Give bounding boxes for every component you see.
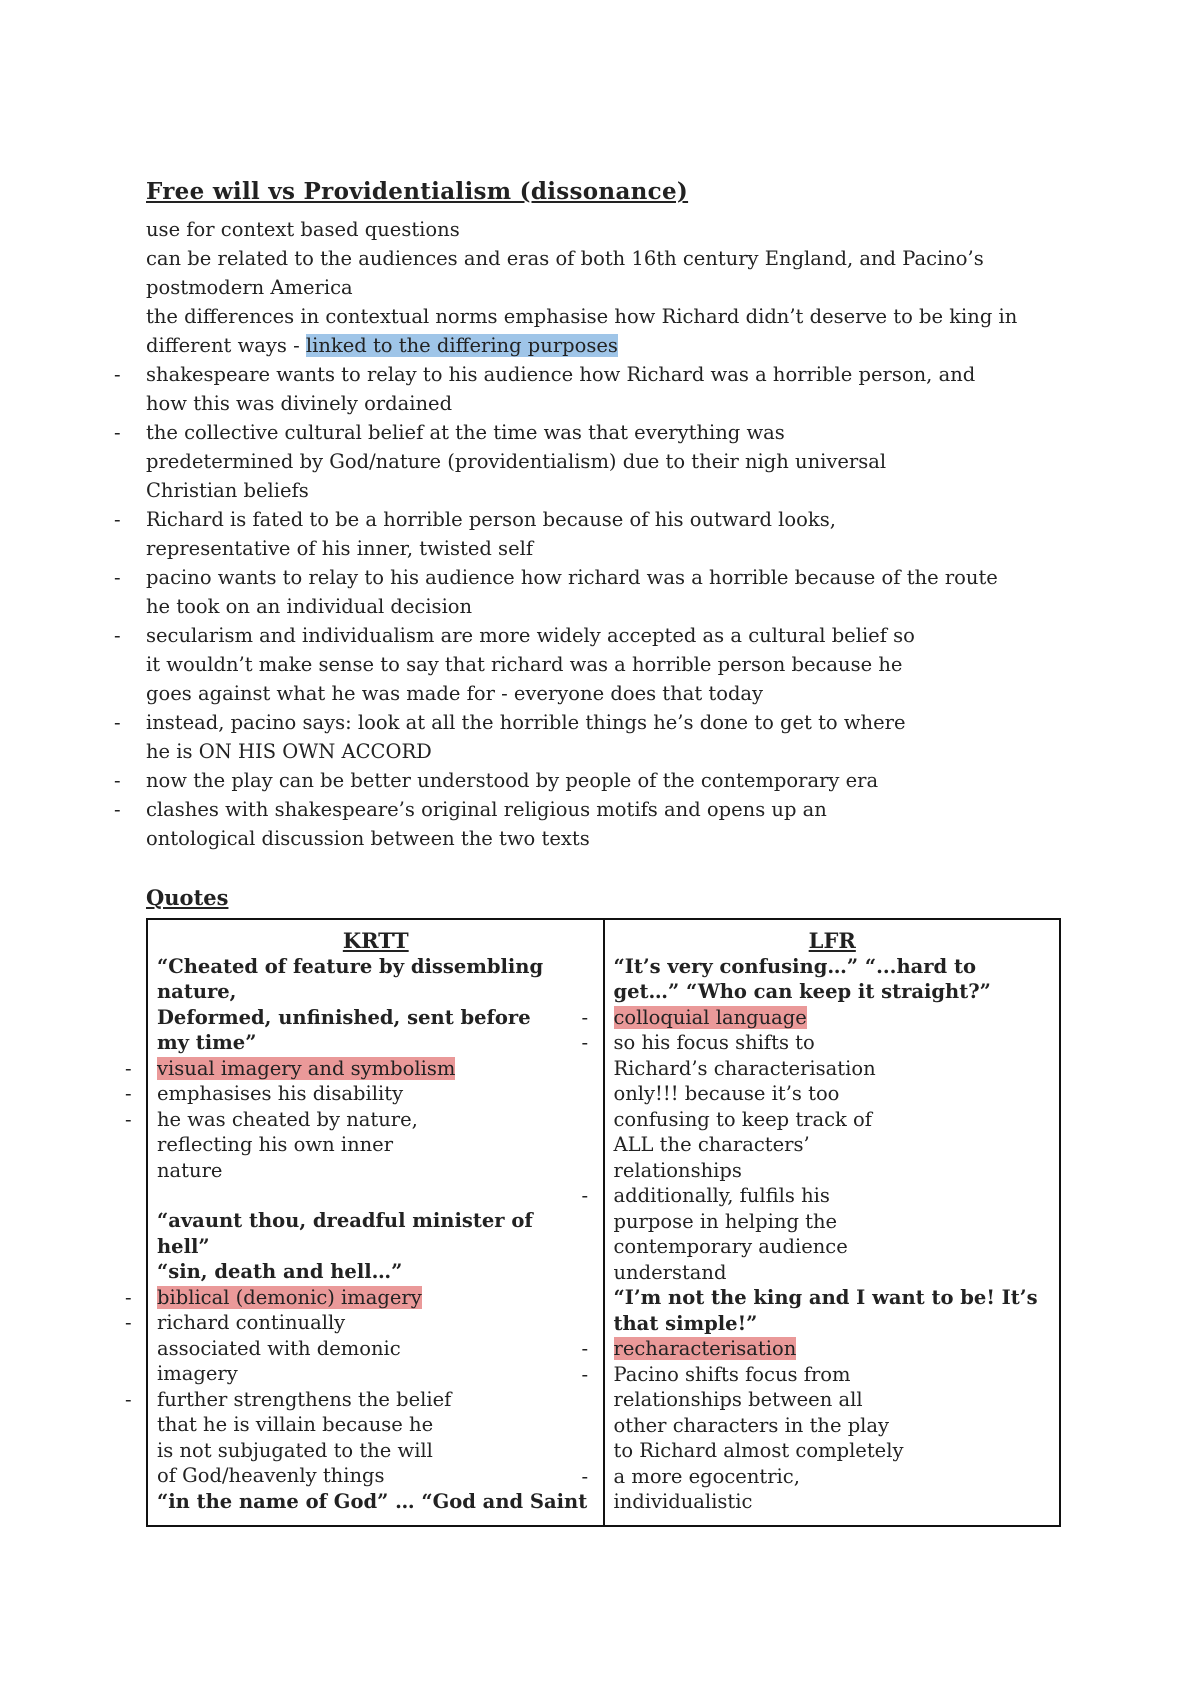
bullet-line: - pacino wants to relay to his audience how richard was a horrible because of the route xyxy=(146,566,998,589)
bullet-list xyxy=(146,563,1066,621)
bullet-pacino xyxy=(146,563,1066,621)
sub-bullet xyxy=(146,766,1066,795)
analysis-line: reflecting his own inner xyxy=(157,1133,394,1156)
quote-line: “Cheated of feature by dissembling xyxy=(157,954,544,978)
quote-line: hell” xyxy=(157,1234,210,1258)
krtt-heading: KRTT xyxy=(342,928,409,953)
analysis-line: understand xyxy=(613,1260,727,1284)
analysis-line: Richard’s characterisation xyxy=(613,1056,876,1080)
sub-bullet-line: predetermined by God/nature (providentialism) due to their nigh universal xyxy=(146,450,887,473)
analysis-line: purpose in helping the xyxy=(613,1209,838,1233)
analysis-line: imagery xyxy=(157,1362,238,1385)
sub-bullet-line: ontological discussion between the two texts xyxy=(146,827,590,850)
quote-line: Deformed, unfinished, sent before xyxy=(157,1005,531,1029)
quote-line: get…” “Who can keep it straight?” xyxy=(613,980,991,1003)
analysis-item xyxy=(614,1464,1052,1515)
sub-bullet-line: - clashes with shakespeare’s original religious motifs and opens up an xyxy=(146,798,827,821)
sub-bullet-line: - secularism and individualism are more widely accepted as a cultural belief so xyxy=(146,624,915,647)
bullet-shakespeare xyxy=(146,360,1066,418)
analysis-item xyxy=(157,1081,595,1107)
technique-item xyxy=(614,1336,1052,1362)
quote-line: that simple!” xyxy=(613,1311,758,1335)
intro-plain-text: different ways - xyxy=(146,334,306,357)
intro-line: use for context based questions xyxy=(146,218,460,241)
analysis-item xyxy=(157,1310,595,1387)
technique-highlight: biblical (demonic) imagery xyxy=(157,1285,422,1309)
quotes-table xyxy=(146,918,1061,1527)
analysis-line: relationships between all xyxy=(613,1388,863,1411)
quote-line: “avaunt thou, dreadful minister of xyxy=(157,1209,533,1232)
bullet-list xyxy=(146,360,1066,418)
analysis-line: other characters in the play xyxy=(613,1413,890,1437)
analysis-line: of God/heavenly things xyxy=(157,1464,385,1487)
intro-line: the differences in contextual norms emphasise how Richard didn’t deserve to be king in xyxy=(146,305,1018,328)
spacer xyxy=(157,1183,595,1208)
analysis-list xyxy=(614,1030,1052,1285)
sub-bullet-line: representative of his inner, twisted self xyxy=(146,537,534,560)
intro-line: can be related to the audiences and eras of both 16th century England, and Pacino’s xyxy=(146,247,984,270)
analysis-line: individualistic xyxy=(613,1490,753,1513)
technique-highlight: visual imagery and symbolism xyxy=(157,1056,456,1080)
technique-list xyxy=(157,1285,595,1311)
table-row xyxy=(147,919,1060,1526)
analysis-item xyxy=(157,1107,595,1184)
sub-bullet-line: Christian beliefs xyxy=(146,479,309,502)
highlight-purposes: linked to the differing purposes xyxy=(305,334,618,357)
quote-line: my time” xyxy=(157,1031,257,1054)
analysis-line: ALL the characters’ xyxy=(613,1133,810,1156)
document-page xyxy=(146,178,1066,1527)
analysis-item xyxy=(614,1362,1052,1464)
bullet-line: - shakespeare wants to relay to his audience how Richard was a horrible person, and xyxy=(146,363,976,386)
page-title: Free will vs Providentialism (dissonance) xyxy=(146,178,689,205)
lfr-column xyxy=(604,919,1061,1526)
technique-list xyxy=(614,1336,1052,1362)
lfr-heading: LFR xyxy=(808,928,856,953)
analysis-line: confusing to keep track of xyxy=(613,1107,873,1131)
sub-bullet xyxy=(146,621,1066,708)
notes-body xyxy=(146,215,1066,853)
sub-bullet xyxy=(146,505,1066,563)
technique-list xyxy=(614,1005,1052,1031)
analysis-line: - he was cheated by nature, xyxy=(157,1107,418,1131)
analysis-line: - Pacino shifts focus from xyxy=(613,1362,851,1386)
analysis-list xyxy=(157,1310,595,1489)
analysis-line: - further strengthens the belief xyxy=(157,1387,452,1411)
analysis-item xyxy=(614,1030,1052,1183)
sub-bullet xyxy=(146,708,1066,766)
technique-item xyxy=(614,1005,1052,1031)
analysis-item xyxy=(614,1183,1052,1285)
sub-bullet-line: - now the play can be better understood by people of the contemporary era xyxy=(146,769,879,792)
technique-list xyxy=(157,1056,595,1082)
sub-bullet-line: - instead, pacino says: look at all the horrible things he’s done to get to where xyxy=(146,711,906,734)
quote-line: “sin, death and hell…” xyxy=(157,1260,403,1283)
sub-bullet-list xyxy=(146,418,1066,563)
analysis-line: - additionally, fulfils his xyxy=(613,1184,830,1207)
analysis-line: - so his focus shifts to xyxy=(613,1031,815,1054)
bullet-line: he took on an individual decision xyxy=(146,595,473,618)
technique-highlight: colloquial language xyxy=(613,1005,807,1029)
analysis-line: nature xyxy=(157,1158,223,1182)
quote-line: “It’s very confusing…” “...hard to xyxy=(613,954,976,978)
analysis-line: that he is villain because he xyxy=(157,1413,434,1436)
analysis-list xyxy=(614,1362,1052,1515)
analysis-line: associated with demonic xyxy=(157,1336,401,1360)
sub-bullet-line: it wouldn’t make sense to say that richard was a horrible person because he xyxy=(146,653,903,676)
analysis-list xyxy=(157,1081,595,1183)
quote-line: “I’m not the king and I want to be! It’s xyxy=(613,1286,1038,1309)
analysis-line: relationships xyxy=(613,1158,742,1182)
analysis-line: - a more egocentric, xyxy=(613,1464,800,1488)
analysis-item xyxy=(157,1387,595,1489)
bullet-line: how this was divinely ordained xyxy=(146,392,453,415)
quote-line: “in the name of God” … “God and Saint xyxy=(157,1489,588,1513)
sub-bullet-list xyxy=(146,621,1066,853)
analysis-line: is not subjugated to the will xyxy=(157,1438,433,1462)
sub-bullet-line: goes against what he was made for - everyone does that today xyxy=(146,682,764,705)
intro-line: postmodern America xyxy=(146,276,353,299)
technique-item xyxy=(157,1285,595,1311)
quotes-heading: Quotes xyxy=(146,885,229,910)
analysis-line: - emphasises his disability xyxy=(157,1082,404,1105)
sub-bullet xyxy=(146,795,1066,853)
analysis-line: - richard continually xyxy=(157,1311,346,1334)
krtt-column xyxy=(147,919,604,1526)
technique-item xyxy=(157,1056,595,1082)
analysis-line: only!!! because it’s too xyxy=(613,1082,840,1105)
sub-bullet-line: - the collective cultural belief at the time was that everything was xyxy=(146,421,785,444)
analysis-line: contemporary audience xyxy=(613,1235,848,1258)
sub-bullet xyxy=(146,418,1066,505)
sub-bullet-line: - Richard is fated to be a horrible person because of his outward looks, xyxy=(146,508,836,531)
technique-highlight: recharacterisation xyxy=(613,1337,797,1360)
quote-line: nature, xyxy=(157,980,237,1003)
sub-bullet-line: he is ON HIS OWN ACCORD xyxy=(146,740,432,763)
analysis-line: to Richard almost completely xyxy=(613,1439,904,1462)
intro-line-last xyxy=(146,331,1066,360)
